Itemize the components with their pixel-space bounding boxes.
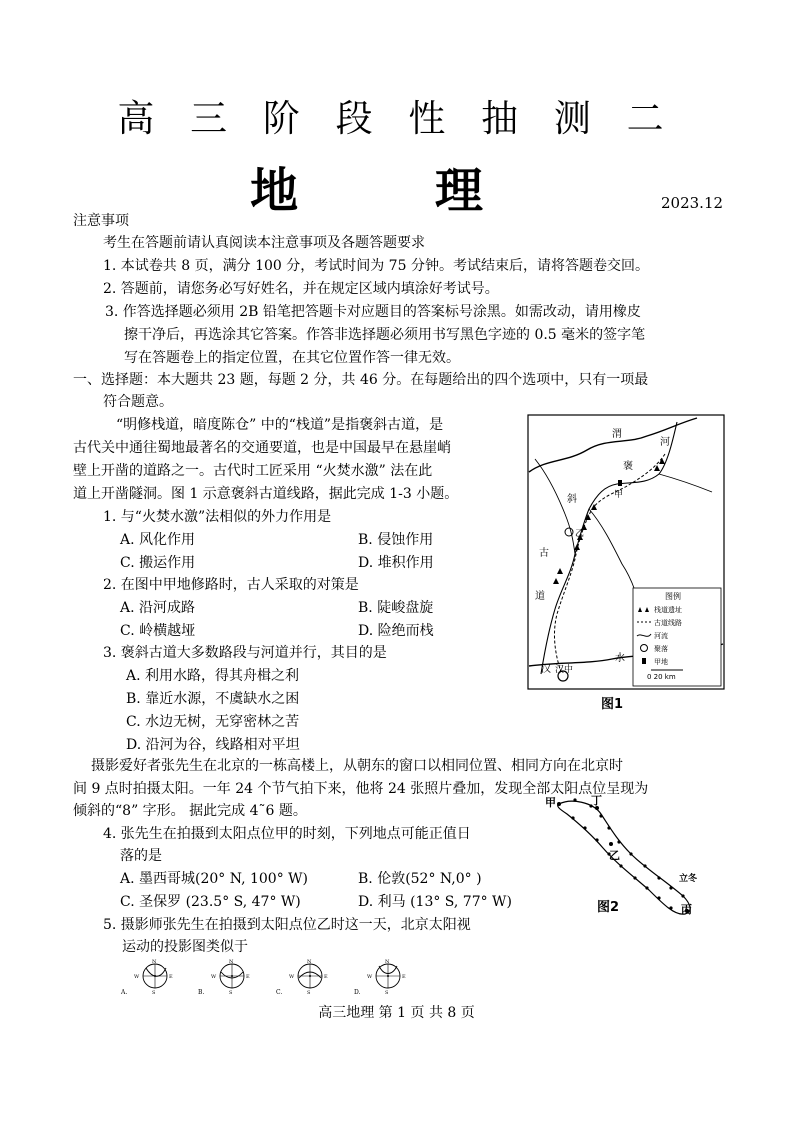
analemma-label-ding: 丁 [591,794,602,807]
notice-item-3-line-2: 擦干净后，再选涂其它答案。作答非选择题必须用书写黑色字迹的 0.5 毫米的签字笔 [124,327,646,343]
q5-option-a-diagram [120,959,173,996]
q3-option-b: B. 靠近水源，不虞缺水之困 [126,691,300,707]
q5-option-d-diagram [354,959,406,996]
q4-option-c: C. 圣保罗 (23.5° S, 47° W) [120,894,301,910]
notice-item-2: 2. 答题前，请您务必写好姓名，并在规定区域内填涂好考试号。 [103,281,499,297]
q2-option-d: D. 险绝而栈 [358,623,434,639]
q3-option-d: D. 沿河为谷，线路相对平坦 [126,737,300,753]
legend-gudao: 古道线路 [654,619,682,627]
passage1-line: 壁上开凿的道路之一。古代时工匠采用 “火焚水激” 法在此 [73,463,433,479]
section1-heading: 一、选择题：本大题共 23 题，每题 2 分，共 46 分。在每题给出的四个选项中，只有一项最 [73,372,649,388]
q2-option-b: B. 陡峻盘旋 [358,600,434,616]
map-label-he: 河 [660,437,670,448]
legend-jiadi: 甲地 [654,658,668,666]
passage2-line: 间 9 点时拍摄太阳。一年 24 个节气拍下来，他将 24 张照片叠加，发现全部太阳点位呈现为 [73,781,649,797]
figure1-caption: 图1 [601,697,624,712]
q4-stem: 4. 张先生在拍摄到太阳点位甲的时刻，下列地点可能正值日 [103,826,471,842]
q4-stem-cont: 落的是 [120,848,162,864]
q3-option-a: A. 利用水路，得其舟楫之利 [126,668,300,684]
q5-options-diagrams [118,958,418,998]
q2-option-c: C. 岭横越垭 [120,623,196,639]
q1-option-d: D. 堆积作用 [358,555,434,571]
q4-option-b: B. 伦敦(52° N,0° ) [358,871,482,887]
section1-heading-cont: 符合题意。 [103,394,173,410]
q5-option-d-label: D. [354,989,361,996]
map-label-hanzhong: 汉中 [555,665,574,675]
compass-e: E [246,974,250,980]
analemma-label-jia: 甲 [545,796,556,809]
notice-intro: 考生在答题前请认真阅读本注意事项及各题答题要求 [103,235,425,251]
q5-option-b-diagram [198,959,250,996]
notice-item-3-line-1: 3. 作答选择题必须用 2B 铅笔把答题卡对应题目的答案标号涂黑。如需改动，请用橡皮 [105,304,641,320]
q1-option-a: A. 风化作用 [120,532,196,548]
passage2-line: 摄影爱好者张先生在北京的一栋高楼上，从朝东的窗口以相同位置、相同方向在北京时 [91,758,623,774]
passage2-line: 倾斜的“8” 字形。 据此完成 4˜6 题。 [73,803,307,819]
exam-title: 高 三 阶 段 性 抽 测 二 [117,97,676,140]
map-label-dao: 道 [535,591,545,602]
map-label-shui: 水 [615,653,625,664]
legend-river: 河流 [654,632,668,640]
q5-option-c-label: C. [276,989,283,996]
passage1-line: 道上开凿隧洞。图 1 示意褒斜古道线路，据此完成 1-3 小题。 [73,486,459,502]
q1-option-b: B. 侵蚀作用 [358,532,434,548]
map-label-wei: 渭 [612,429,622,440]
passage1-line: 古代关中通往蜀地最著名的交通要道，也是中国最早在悬崖峭 [73,440,451,456]
map-label-han: 汉 [541,664,551,675]
legend-scale: 0 20 km [647,673,676,681]
q5-option-a-label: A. [121,989,128,996]
compass-e: E [169,974,173,980]
q5-option-c-diagram [276,959,328,996]
q5-option-b-label: B. [198,989,205,996]
q4-option-a: A. 墨西哥城(20° N, 100° W) [120,871,309,887]
compass-w: W [211,974,217,980]
compass-n: N [307,959,312,965]
analemma-curve [558,801,690,914]
figure2-caption: 图2 [597,900,620,915]
map-label-jia: 甲 [614,490,624,500]
map-legend [633,588,721,686]
q2-stem: 2. 在图中甲地修路时，古人采取的对策是 [103,577,359,593]
solar-term-points [557,798,689,913]
subject-title: 地 理 [250,163,543,219]
exam-date: 2023.12 [661,194,724,212]
compass-w: W [289,974,295,980]
map-label-gu: 古 [539,548,549,559]
compass-e: E [402,974,406,980]
q2-option-a: A. 沿河成路 [120,600,196,616]
analemma-label-yi: 乙 [609,849,620,862]
notice-item-1: 1. 本试卷共 8 页，满分 100 分，考试时间为 75 分钟。考试结束后，请将答题卷交回。 [103,258,649,274]
jia-marker [618,480,622,486]
legend-zhandao: 栈道遗址 [654,606,682,614]
legend-title: 图例 [665,592,681,601]
map-label-bao: 褒 [623,461,633,472]
q4-option-d: D. 利马 (13° S, 77° W) [358,894,512,910]
q1-option-c: C. 搬运作用 [120,555,196,571]
figure1-map [527,414,725,690]
q1-stem: 1. 与“火焚水激”法相似的外力作用是 [103,509,332,525]
q5-stem-cont: 运动的投影图类似于 [122,939,248,955]
compass-e: E [324,974,328,980]
map-label-xie: 斜 [567,494,577,505]
figure2-analemma [545,792,720,918]
q3-option-c: C. 水边无树，无穿密林之苦 [126,714,300,730]
q3-stem: 3. 褒斜古道大多数路段与河道并行，其目的是 [103,645,387,661]
compass-n: N [385,959,390,965]
compass-s: S [307,990,311,996]
notice-item-3-line-3: 写在答题卷上的指定位置，在其它位置作答一律无效。 [124,350,460,366]
analemma-label-lidong: 立冬 [679,874,698,884]
compass-w: W [134,974,140,980]
compass-n: N [152,959,157,965]
legend-settlement: 聚落 [654,645,668,653]
q5-stem: 5. 摄影师张先生在拍摄到太阳点位乙时这一天，北京太阳视 [103,917,471,933]
compass-s: S [229,990,233,996]
page-footer: 高三地理 第 1 页 共 8 页 [318,1005,475,1021]
analemma-label-bing: 丙 [681,903,692,916]
passage1-line: “明修栈道，暗度陈仓” 中的“栈道”是指褒斜古道，是 [116,417,444,433]
compass-n: N [229,959,234,965]
notice-heading: 注意事项 [73,213,129,229]
map-label-yi: 乙 [575,529,585,539]
compass-s: S [385,990,389,996]
compass-w: W [367,974,373,980]
compass-s: S [152,990,156,996]
